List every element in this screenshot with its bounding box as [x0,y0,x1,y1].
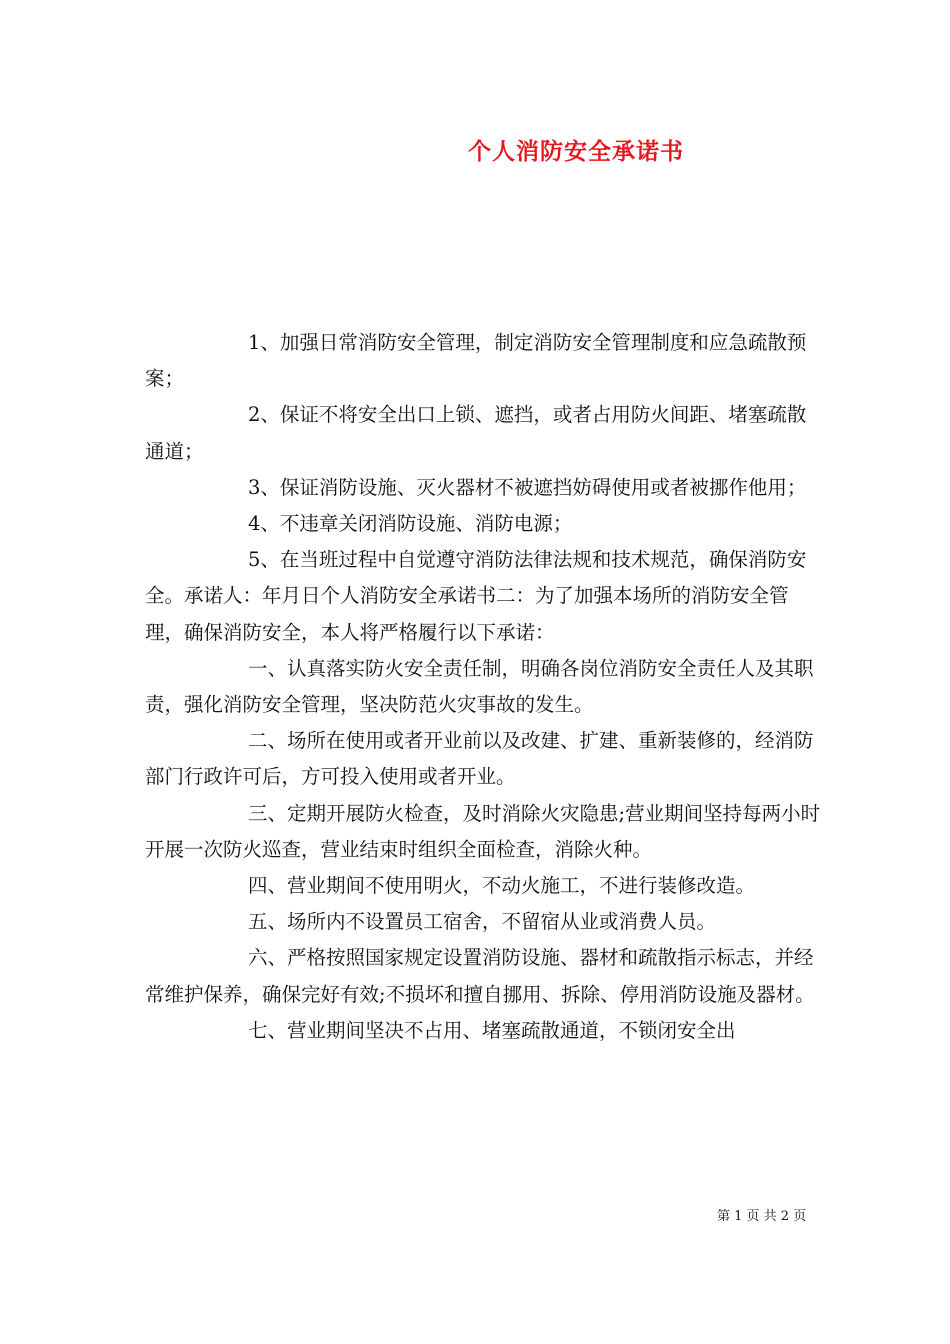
paragraph-3: 3、保证消防设施、灭火器材不被遮挡妨碍使用或者被挪作他用； [248,475,807,499]
document-title: 个人消防安全承诺书 [468,138,684,165]
paragraph-11: 六、严格按照国家规定设置消防设施、器材和疏散指示标志，并经常维护保养，确保完好有效;不损坏和擅自挪用、拆除、停用消防设施及器材。 [145,946,815,1006]
page-footer: 第 1 页 共 2 页 [717,1209,807,1224]
paragraph-9: 四、营业期间不使用明火，不动火施工，不进行装修改造。 [248,874,756,898]
paragraph-5: 5、在当班过程中自觉遵守消防法律法规和技术规范，确保消防安全。承诺人：年月日个人消防安全承诺书二：为了加强本场所的消防安全管理，确保消防安全，本人将严格履行以下承诺： [145,548,807,644]
paragraph-4: 4、不违章关闭消防设施、消防电源； [248,512,573,536]
paragraph-8: 三、定期开展防火检查，及时消除火灾隐患;营业期间坚持每两小时开展一次防火巡查，营业结束时组织全面检查，消除火种。 [145,801,821,861]
paragraph-6: 一、认真落实防火安全责任制，明确各岗位消防安全责任人及其职责，强化消防安全管理，坚决防范火灾事故的发生。 [145,656,814,717]
paragraph-10: 五、场所内不设置员工宿舍，不留宿从业或消费人员。 [248,910,717,934]
paragraph-2: 2、保证不将安全出口上锁、遮挡，或者占用防火间距、堵塞疏散通道； [145,403,807,463]
paragraph-7: 二、场所在使用或者开业前以及改建、扩建、重新装修的，经消防部门行政许可后，方可投入使用或者开业。 [145,729,814,789]
paragraph-12: 七、营业期间坚决不占用、堵塞疏散通道，不锁闭安全出 [248,1018,736,1042]
paragraph-1: 1、加强日常消防安全管理，制定消防安全管理制度和应急疏散预案； [145,331,807,391]
document-body [145,325,825,1049]
